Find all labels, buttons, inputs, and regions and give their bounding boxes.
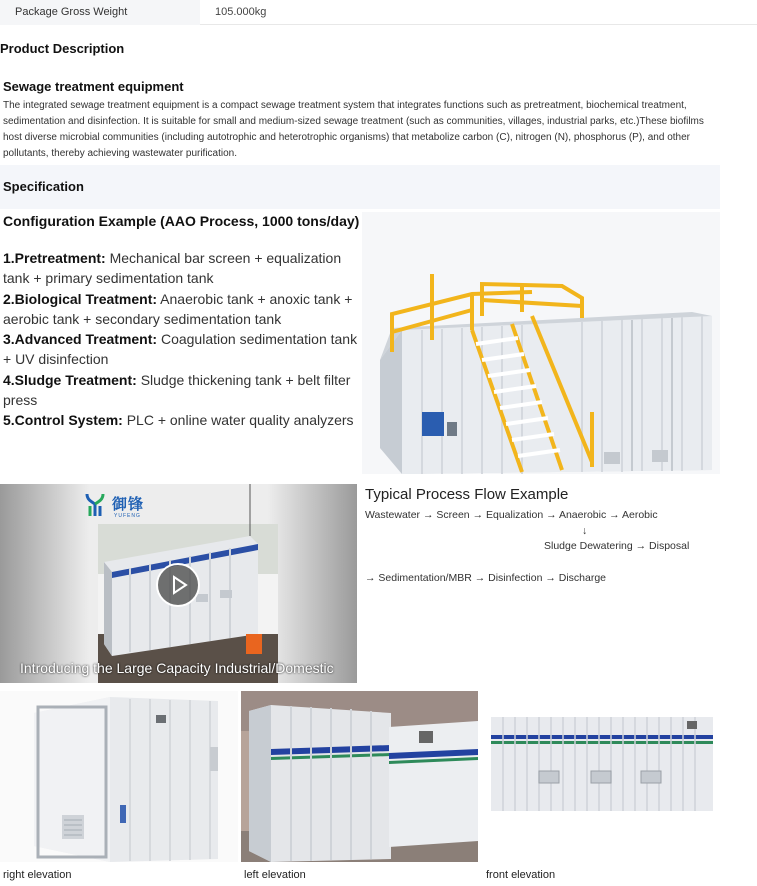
front-elevation-photo — [481, 691, 720, 862]
process-flow-line-main: Wastewater → Screen → Equalization → Anaerobic → Aerobic — [365, 509, 658, 521]
configuration-item: 1.Pretreatment: Mechanical bar screen + equalization tank + primary sedimentation tank — [3, 250, 342, 287]
brand-logo — [84, 489, 164, 521]
specification-title: Specification — [3, 179, 84, 194]
front-elevation-caption: front elevation — [486, 869, 556, 881]
configuration-list — [3, 248, 359, 431]
process-flow-line-discharge: → Sedimentation/MBR → Disinfection → Discharge — [365, 572, 607, 584]
right-elevation-photo — [0, 691, 238, 862]
attribute-key: Package Gross Weight — [0, 0, 200, 25]
configuration-item: 4.Sludge Treatment: Sludge thickening tank + belt filter press — [3, 371, 351, 409]
right-elevation-caption: right elevation — [3, 869, 72, 881]
process-flow-line-sludge: Sludge Dewatering → Disposal — [544, 540, 690, 552]
left-elevation-caption: left elevation — [244, 869, 306, 881]
brand-name-en: YUFENG — [114, 513, 141, 519]
configuration-item: 3.Advanced Treatment: Coagulation sedimentation tank + UV disinfection — [3, 331, 358, 368]
equipment-title: Sewage treatment equipment — [3, 79, 184, 94]
product-description-title: Product Description — [0, 41, 125, 56]
front-elevation-illustration — [481, 691, 720, 862]
product-photo — [362, 212, 720, 474]
product-video[interactable] — [0, 484, 357, 683]
process-flow-title: Typical Process Flow Example — [365, 486, 569, 503]
leaf-logo-icon — [84, 492, 106, 518]
brand-name-cn: 御锋 — [112, 495, 145, 513]
left-elevation-illustration — [241, 691, 478, 862]
attribute-row — [0, 0, 757, 25]
equipment-description: The integrated sewage treatment equipment is a compact sewage treatment system that integrates functions such as pretreatment, biochemical treatment, sedimentation and disinfection. It is suitable for small and medium-sized sewage treatment (such as communities, villages, industrial parks, etc.)These biofilms host diverse microbial communities (including autotrophic and heterotrophic organisms) that metabolize carbon (C), nitrogen (N), phosphorus (P), and other pollutants, thereby achieving wastewater purification. — [3, 100, 704, 159]
play-icon — [169, 575, 189, 595]
process-flow-arrow-down: ↓ — [582, 525, 588, 537]
play-button[interactable] — [156, 563, 200, 607]
configuration-item: 2.Biological Treatment: Anaerobic tank + anoxic tank + aerobic tank + secondary sedimentation tank — [3, 290, 353, 327]
left-elevation-photo — [241, 691, 478, 862]
configuration-title: Configuration Example (AAO Process, 1000 tons/day) — [3, 213, 360, 229]
container-with-stairs-illustration — [362, 212, 720, 474]
configuration-item: 5.Control System: PLC + online water quality analyzers — [3, 412, 354, 429]
specification-bar — [0, 165, 720, 209]
video-caption: Introducing the Large Capacity Industrial/Domestic — [20, 660, 334, 676]
attribute-value: 105.000kg — [215, 6, 267, 18]
right-elevation-illustration — [0, 691, 238, 862]
